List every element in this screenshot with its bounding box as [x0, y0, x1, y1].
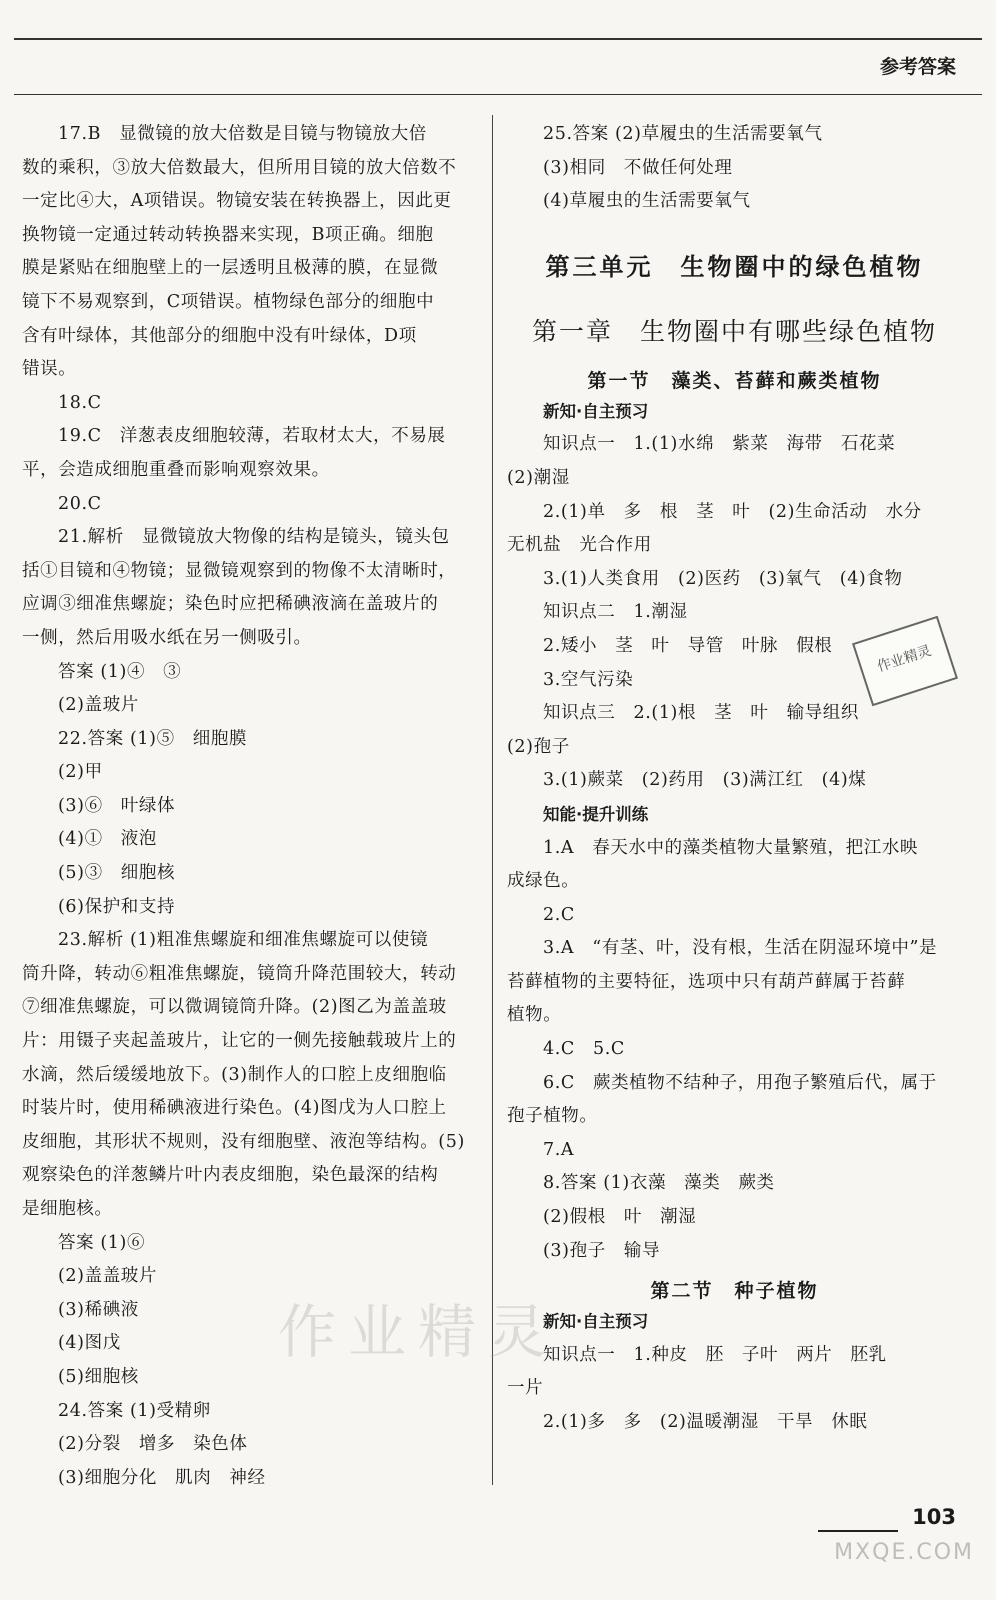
text-line: (5)③ 细胞核 — [58, 863, 176, 884]
text-line: 成绿色。 — [507, 871, 580, 892]
text-line: (2)盖盖玻片 — [58, 1266, 157, 1287]
text-line: 数的乘积，③放大倍数最大，但所用目镜的放大倍数不 — [22, 157, 457, 178]
section2-lines — [507, 1339, 962, 1440]
text-line: (4)图戊 — [58, 1333, 121, 1354]
text-line: (2)假根 叶 潮湿 — [543, 1207, 697, 1228]
text-line: 知识点一 1.(1)水绵 紫菜 海带 石花菜 — [543, 434, 896, 455]
text-line: (2)甲 — [58, 762, 103, 783]
text-line: 知识点二 1.潮湿 — [543, 602, 688, 623]
text-line: (2)潮湿 — [507, 467, 570, 488]
section1-training-heading: 知能·提升训练 — [543, 804, 649, 824]
text-line: 25.答案 (2)草履虫的生活需要氧气 — [543, 124, 823, 144]
text-line: 膜是紧贴在细胞壁上的一层透明且极薄的膜，在显微 — [22, 258, 439, 279]
text-line: 皮细胞，其形状不规则，没有细胞壁、液泡等结构。(5) — [22, 1131, 465, 1152]
text-line: 2.(1)多 多 (2)温暖潮湿 干旱 休眠 — [543, 1412, 868, 1432]
right-column — [507, 118, 962, 1440]
unit-title: 第三单元 生物圈中的绿色植物 — [545, 252, 924, 281]
text-line: 2.(1)单 多 根 茎 叶 (2)生命活动 水分 — [543, 501, 922, 522]
text-line: 答案 (1)④ ③ — [58, 661, 182, 682]
text-line: 3.A “有茎、叶，没有根，生活在阴湿环境中”是 — [543, 938, 938, 959]
text-line: 一定比④大，A项错误。物镜安装在转换器上，因此更 — [22, 191, 452, 212]
text-line: 观察染色的洋葱鳞片叶内表皮细胞，染色最深的结构 — [22, 1165, 439, 1186]
text-line: 应调③细准焦螺旋；染色时应把稀碘液滴在盖玻片的 — [22, 594, 439, 615]
left-column — [22, 118, 482, 1495]
section2-preview-heading: 新知·自主预习 — [543, 1312, 649, 1332]
text-line: 平，会造成细胞重叠而影响观察效果。 — [22, 459, 330, 480]
text-line: 6.C 蕨类植物不结种子，用孢子繁殖后代，属于 — [543, 1072, 937, 1093]
text-line: (4)草履虫的生活需要氧气 — [543, 191, 751, 212]
text-line: 括①目镜和④物镜；显微镜观察到的物像不太清晰时， — [22, 560, 457, 581]
text-line: 21.解析 显微镜放大物像的结构是镜头，镜头包 — [58, 527, 450, 548]
text-line: 17.B 显微镜的放大倍数是目镜与物镜放大倍 — [58, 124, 427, 144]
text-line: 镜下不易观察到，C项错误。植物绿色部分的细胞中 — [22, 291, 435, 312]
page-number-rule — [818, 1530, 898, 1532]
text-line: 知识点一 1.种皮 胚 子叶 两片 胚乳 — [543, 1344, 887, 1365]
corner-logo: MXQE.COM — [834, 1540, 974, 1565]
text-line: 无机盐 光合作用 — [507, 535, 652, 556]
column-divider — [492, 115, 493, 1485]
text-line: 答案 (1)⑥ — [58, 1232, 146, 1253]
text-line: 片：用镊子夹起盖玻片，让它的一侧先接触载玻片上的 — [22, 1031, 457, 1052]
text-line: 23.解析 (1)粗准焦螺旋和细准焦螺旋可以使镜 — [58, 930, 429, 951]
text-line: (3)稀碘液 — [58, 1299, 139, 1320]
text-line: (2)孢子 — [507, 736, 570, 757]
text-line: 知识点三 2.(1)根 茎 叶 输导组织 — [543, 703, 859, 724]
header-label: 参考答案 — [879, 56, 956, 78]
text-line: (4)① 液泡 — [58, 829, 157, 850]
section1-title: 第一节 藻类、苔藓和蕨类植物 — [587, 369, 882, 392]
section2-title: 第二节 种子植物 — [650, 1280, 819, 1303]
text-line: 含有叶绿体，其他部分的细胞中没有叶绿体，D项 — [22, 325, 417, 346]
right-intro — [507, 118, 962, 219]
text-line: 2.C — [543, 904, 575, 925]
chapter-title: 第一章 生物圈中有哪些绿色植物 — [531, 316, 937, 346]
text-line: 时装片时，使用稀碘液进行染色。(4)图戊为人口腔上 — [22, 1098, 447, 1119]
text-line: (6)保护和支持 — [58, 896, 176, 917]
text-line: 一片 — [507, 1378, 544, 1399]
text-line: 换物镜一定通过转动转换器来实现，B项正确。细胞 — [22, 224, 434, 245]
text-line: 孢子植物。 — [507, 1106, 598, 1127]
text-line: (3)相同 不做任何处理 — [543, 157, 733, 178]
text-line: 8.答案 (1)衣藻 藻类 蕨类 — [543, 1173, 775, 1194]
section1-preview-lines — [507, 428, 962, 798]
text-line: 20.C — [58, 493, 102, 514]
text-line: (3)细胞分化 肌肉 神经 — [58, 1467, 266, 1488]
text-line: 筒升降，转动⑥粗准焦螺旋，镜筒升降范围较大，转动 — [22, 963, 457, 984]
text-line: (5)细胞核 — [58, 1366, 139, 1387]
text-line: 错误。 — [22, 359, 77, 380]
text-line: (3)孢子 输导 — [543, 1240, 661, 1261]
text-line: 2.矮小 茎 叶 导管 叶脉 假根 — [543, 635, 833, 656]
text-line: 18.C — [58, 392, 102, 413]
text-line: 一侧，然后用吸水纸在另一侧吸引。 — [22, 627, 312, 648]
text-line: 苔藓植物的主要特征，选项中只有葫芦藓属于苔藓 — [507, 971, 906, 992]
text-line: 3.(1)蕨菜 (2)药用 (3)满江红 (4)煤 — [543, 770, 867, 791]
text-line: 是细胞核。 — [22, 1199, 113, 1219]
text-line: ⑦细准焦螺旋，可以微调镜筒升降。(2)图乙为盖盖玻 — [22, 997, 447, 1018]
header-top-rule — [14, 38, 982, 40]
watermark: 作业精灵 — [278, 1298, 559, 1366]
header-bottom-rule — [14, 94, 982, 95]
stamp-logo: 作业精灵 — [852, 616, 958, 707]
text-line: 3.空气污染 — [543, 669, 634, 690]
text-line: 24.答案 (1)受精卵 — [58, 1400, 211, 1421]
text-line: 1.A 春天水中的藻类植物大量繁殖，把江水映 — [543, 837, 919, 858]
text-line: 19.C 洋葱表皮细胞较薄，若取材太大，不易展 — [58, 426, 446, 447]
text-line: 水滴，然后缓缓地放下。(3)制作人的口腔上皮细胞临 — [22, 1064, 447, 1085]
section1-training-lines — [507, 832, 962, 1269]
section1-preview-heading: 新知·自主预习 — [543, 401, 649, 421]
text-line: (3)⑥ 叶绿体 — [58, 795, 176, 816]
text-line: 植物。 — [507, 1005, 562, 1026]
text-line: (2)分裂 增多 染色体 — [58, 1434, 248, 1455]
text-line: 4.C 5.C — [543, 1039, 625, 1060]
text-line: 7.A — [543, 1139, 575, 1160]
page-number: 103 — [912, 1505, 956, 1529]
text-line: 3.(1)人类食用 (2)医药 (3)氧气 (4)食物 — [543, 568, 903, 589]
text-line: (2)盖玻片 — [58, 695, 139, 716]
text-line: 22.答案 (1)⑤ 细胞膜 — [58, 728, 248, 749]
